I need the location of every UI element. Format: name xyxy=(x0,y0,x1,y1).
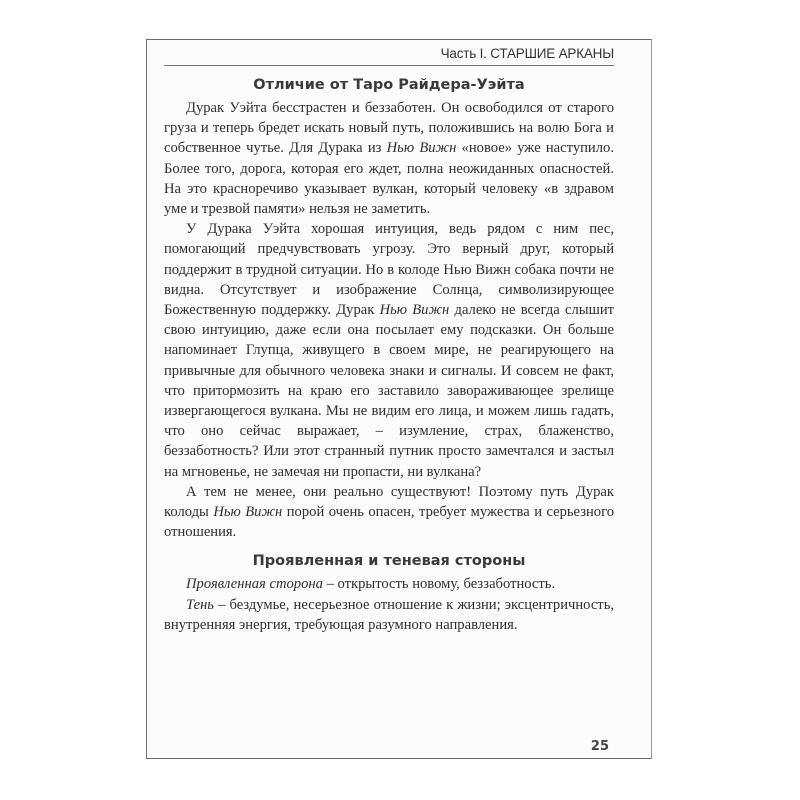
definition-manifest xyxy=(164,574,614,594)
page-number: 25 xyxy=(590,739,609,754)
text: далеко не всегда слышит свою интуицию, даже если она посылает ему подсказки. Он больше напоминает Глупца, живущего в своем мире, не реагирующего на привычные для обычного человека знаки и сигналы. И совсем не факт, что притормозить на краю его заставило завораживающее зрелище извергающегося вулкана. Мы не видим его лица, и можем лишь гадать, что оно сейчас выражает, – изумление, страх, блаженство, беззаботность? Или этот странный путник просто замечтался и застыл на мгновенье, не замечая ни пропасти, ни вулкана? xyxy=(164,302,615,480)
book-page xyxy=(146,39,652,759)
definition: – открытость новому, беззаботность. xyxy=(322,576,556,593)
definition: – бездумье, несерьезное отношение к жизни; эксцентричность, внутренняя энергия, требующая разумного направления. xyxy=(164,596,614,633)
definition-shadow xyxy=(164,595,614,635)
italic-deck-name: Нью Вижн xyxy=(379,302,450,319)
term: Проявленная сторона xyxy=(186,576,323,593)
paragraph xyxy=(164,98,614,219)
text: А тем не менее, они реально существуют! Поэтому путь Дурак колоды xyxy=(164,483,614,521)
section-heading-sides: Проявленная и теневая стороны xyxy=(252,553,526,570)
section-heading-differences: Отличие от Таро Райдера-Уэйта xyxy=(253,77,525,93)
paragraph xyxy=(164,482,614,543)
italic-deck-name: Нью Вижн xyxy=(386,140,457,157)
text: У Дурака Уэйта хорошая интуиция, ведь рядом с ним пес, помогающий предчувствовать угрозу. Это верный друг, который поддержит в трудной ситуации. Но в колоде Нью Вижн собака почти не видна. Отсутствует и изображение Солнца, символизирующее Божественную поддержку. Дурак xyxy=(164,221,614,319)
italic-deck-name: Нью Вижн xyxy=(213,504,283,521)
text: порой очень опасен, требует мужества и серьезного отношения. xyxy=(164,504,614,541)
term: Тень xyxy=(186,596,214,613)
text: «новое» уже наступило. Более того, дорога, которая его ждет, полна неожиданных опасностей. На это красноречиво указывает вулкан, который человеку «в здравом уме и трезвой памяти» нельзя не заметить. xyxy=(164,140,614,218)
running-head: Часть I. СТАРШИЕ АРКАНЫ xyxy=(164,43,614,66)
page-content xyxy=(164,74,614,635)
paragraph xyxy=(164,219,614,482)
text: Дурак Уэйта бесстрастен и беззаботен. Он освободился от старого груза и теперь бредет искать новый путь, положившись на волю Бога и собственное чутье. Для Дурака из xyxy=(164,100,614,157)
